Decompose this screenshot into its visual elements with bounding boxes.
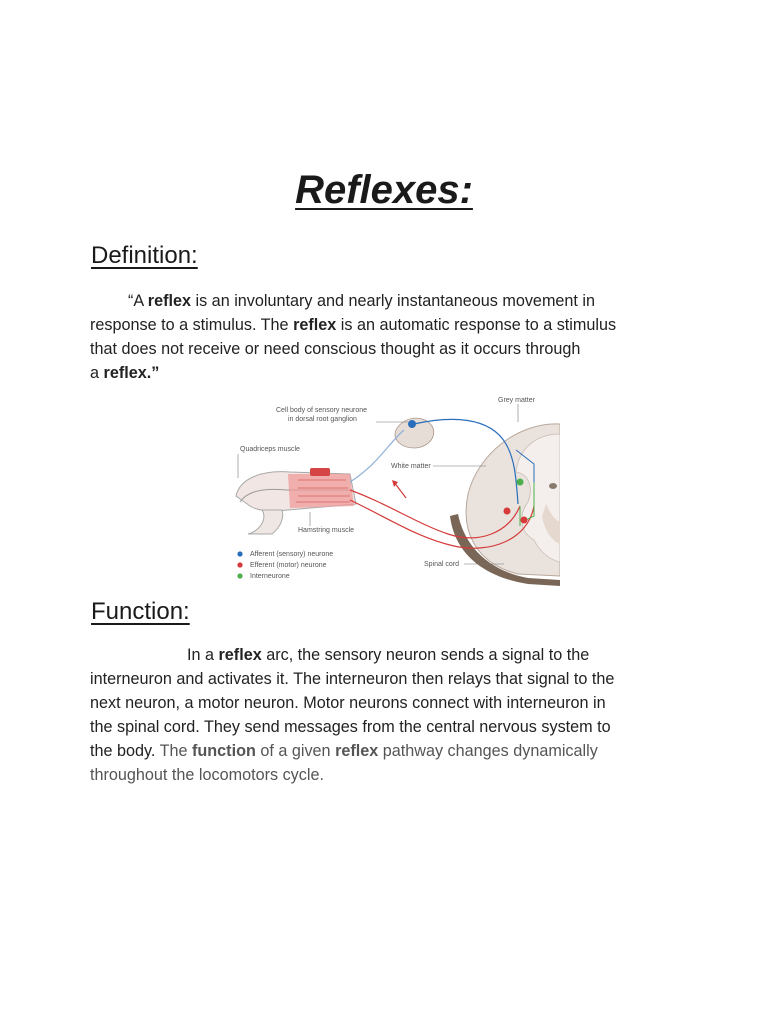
page-title: Reflexes: (295, 168, 473, 212)
function-line-6: throughout the locomotors cycle. (90, 766, 324, 784)
term-reflex: reflex (218, 646, 262, 664)
legend-dot-interneurone (237, 573, 242, 578)
function-line-4: the spinal cord. They send messages from the central nervous system to (90, 718, 611, 736)
term-reflex: reflex.” (103, 364, 160, 382)
label-cell-body-line-1: Cell body of sensory neurone (276, 407, 368, 414)
term-reflex: reflex (293, 316, 337, 334)
text-run-grey: of a given (255, 742, 336, 760)
function-line-5 (90, 739, 690, 763)
definition-heading: Definition: (91, 242, 198, 269)
leg-illustration (236, 468, 356, 534)
text-run: “A (128, 292, 148, 310)
text-run: is an involuntary and nearly instantaneous movement in (191, 292, 596, 310)
reflex-arc-diagram (228, 394, 560, 586)
text-run: response to a stimulus. The (90, 316, 294, 334)
label-quadriceps: Quadriceps muscle (240, 446, 300, 453)
definition-line-1 (90, 289, 690, 313)
definition-line-2 (90, 313, 690, 337)
text-run: arc, the sensory neuron sends a signal to the (261, 646, 590, 664)
text-run-grey: pathway changes dynamically (378, 742, 598, 760)
function-line-3: next neuron, a motor neuron. Motor neurons connect with interneuron in (90, 694, 606, 712)
label-grey-matter: Grey matter (498, 397, 535, 404)
diagram-legend (237, 551, 333, 580)
text-run: In a (187, 646, 219, 664)
legend-dot-efferent (237, 562, 242, 567)
legend-afferent: Afferent (sensory) neurone (250, 551, 334, 558)
term-reflex: reflex (335, 742, 379, 760)
legend-interneurone: Interneurone (250, 573, 290, 580)
label-spinal-cord: Spinal cord (424, 561, 460, 568)
legend-dot-afferent (237, 551, 242, 556)
text-run: a (90, 364, 104, 382)
label-white-matter: White matter (391, 463, 431, 470)
function-line-1 (90, 643, 690, 667)
function-paragraph (90, 643, 690, 787)
text-run-grey: The (159, 742, 193, 760)
function-heading: Function: (91, 598, 190, 625)
definition-line-3: that does not receive or need conscious thought as it occurs through (90, 340, 581, 358)
term-reflex: reflex (147, 292, 191, 310)
text-run: the body. (90, 742, 160, 760)
spinal-cord-illustration (450, 424, 560, 586)
label-cell-body-line-2: in dorsal root ganglion (288, 416, 357, 423)
text-run: is an automatic response to a stimulus (336, 316, 617, 334)
definition-paragraph (90, 289, 690, 385)
label-hamstring: Hamstring muscle (298, 527, 355, 534)
term-function: function (192, 742, 256, 760)
function-line-2: interneuron and activates it. The interneuron then relays that signal to the (90, 670, 615, 688)
definition-line-4 (90, 361, 690, 385)
legend-efferent: Efferent (motor) neurone (250, 562, 327, 569)
